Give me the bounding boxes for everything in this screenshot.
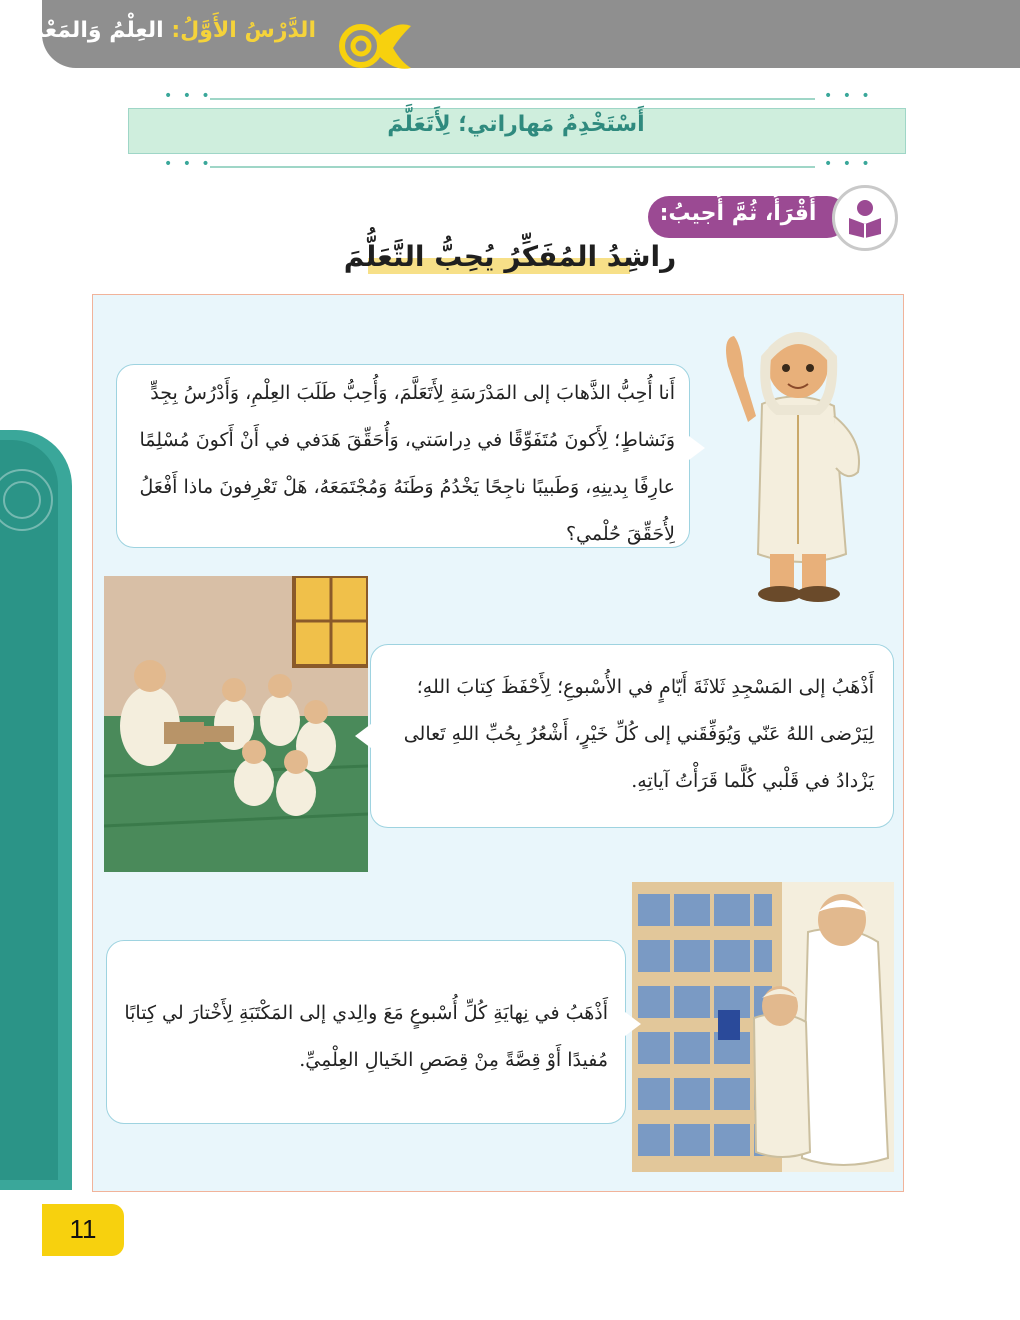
reading-icon-badge: [832, 185, 898, 251]
activity-label: أَقْرَأُ، ثُمَّ أُجيبُ:: [659, 201, 817, 226]
banner-rule-top: [210, 98, 815, 100]
story-paragraph-3: أَذْهَبُ في نِهايَةِ كُلِّ أُسْبوعٍ مَعَ والِدي إلى المَكْتَبَةِ لِأَخْتارَ لي كِتابًا مُفيدًا أَوْ قِصَّةً مِنْ قِصَصِ الخَيالِ العِلْمِيِّ.: [124, 1002, 608, 1071]
lesson-name: العِلْمُ وَالمَعْرِفَةُ: [3, 18, 164, 43]
speech-bubble-2-tail: [355, 724, 371, 748]
page-number: 11: [69, 1214, 97, 1244]
swirl-logo-icon: [335, 18, 415, 74]
arabesque-pattern-icon: [0, 440, 60, 570]
reader-icon: [835, 188, 895, 248]
banner-dots-bottom-right: • • •: [824, 156, 873, 172]
lesson-title: [3, 18, 316, 43]
banner-dots-bottom-left: • • •: [164, 156, 213, 172]
story-paragraph-1: أَنا أُحِبُّ الذَّهابَ إلى المَدْرَسَةِ لِأَتَعَلَّمَ، وَأُحِبُّ طَلَبَ العِلْمِ، وَأَدْرُسُ بِجِدٍّ وَنَشاطٍ؛ لِأَكونَ مُتَفَوِّقًا في دِراسَتي، وَأُحَقِّقَ هَدَفي في أَنْ أَكونَ مُسْلِمًا عارِفًا بِدينِهِ، وَطَبيبًا ناجِحًا يَخْدُمُ وَطَنَهُ وَمُجْتَمَعَهُ، هَلْ تَعْرِفونَ ماذا أَفْعَلُ لِأُحَقِّقَ حُلْمي؟: [139, 382, 675, 545]
banner-rule-bottom: [210, 166, 815, 168]
banner-dots-top-left: • • •: [164, 88, 213, 104]
skills-title: أَسْتَخْدِمُ مَهاراتي؛ لِأَتَعَلَّمَ: [387, 112, 645, 137]
banner-dots-top-right: • • •: [824, 88, 873, 104]
speech-bubble-1-tail: [689, 436, 705, 460]
boy-waving-illustration: [712, 318, 892, 606]
speech-bubble-3-tail: [625, 1012, 641, 1036]
mosque-class-illustration: [104, 576, 368, 872]
library-illustration: [632, 882, 894, 1172]
story-paragraph-2: أَذْهَبُ إلى المَسْجِدِ ثَلاثَةَ أَيّامٍ في الأُسْبوعِ؛ لِأَحْفَظَ كِتابَ اللهِ؛ لِيَرْضى اللهُ عَنّي وَيُوَفِّقَني إلى كُلِّ خَيْرٍ، أَشْعُرُ بِحُبِّ اللهِ تَعالى يَزْدادُ في قَلْبي كُلَّما قَرَأْتُ آياتِهِ.: [403, 676, 874, 792]
story-title: راشِدُ المُفَكِّرُ يُحِبُّ التَّعَلُّمَ: [343, 240, 677, 273]
lesson-label: الدَّرْسُ الأَوَّلُ:: [171, 18, 316, 43]
